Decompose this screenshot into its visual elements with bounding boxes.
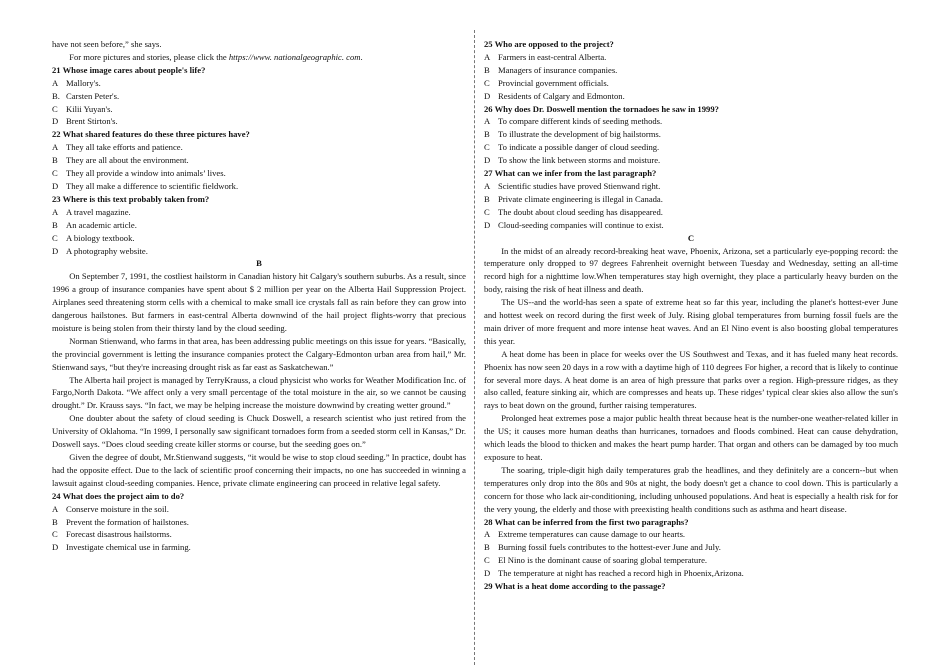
option-24b: B Prevent the formation of hailstones. [52, 516, 189, 527]
option-24d: D Investigate chemical use in farming. [52, 542, 191, 553]
right-column [484, 38, 898, 593]
option-25c: C Provincial government officials. [484, 77, 609, 88]
option-23b: B An academic article. [52, 219, 137, 230]
option-25b: B Managers of insurance companies. [484, 64, 618, 75]
question-23: 23 Where is this text probably taken from? [52, 193, 210, 204]
more-prefix: For more pictures and stories, please click the [69, 51, 229, 62]
option-22d: D They all make a difference to scientific fieldwork. [52, 180, 239, 191]
left-column [52, 38, 466, 554]
option-27c: C The doubt about cloud seeding has disappeared. [484, 206, 663, 217]
intro-tail: have not seen before,” she says. [52, 39, 162, 49]
option-21c: C Kilii Yuyan's. [52, 103, 113, 114]
option-21b: B. Carsten Peter's. [52, 90, 120, 101]
passage-c-paragraph: Prolonged heat extremes pose a major public health threat because heat is the number-one weather-related killer in the US; it causes more human deaths than hurricanes, tornadoes and floods combined. Heat can cause dehydration, which leads the blood to thicken and makes the heart pump harder. That organ and others can be damaged by too much exposure to heat. [484, 413, 898, 462]
option-26a: A To compare different kinds of seeding methods. [484, 116, 663, 127]
option-25d: D Residents of Calgary and Edmonton. [484, 90, 625, 101]
passage-b-paragraph: One doubter about the safety of cloud seeding is Chuck Doswell, a research scientist who just retired from the University of Oklahoma. “In 1999, I personally saw significant tornadoes form from a seeded storm cell in Kansas,” Dr. Doswell says. “Does cloud seeding create killer storms or course, but the seeding goes on.” [52, 413, 466, 450]
option-24c: C Forecast disastrous hailstorms. [52, 529, 172, 540]
option-23c: C A biology textbook. [52, 232, 135, 243]
more-suffix: . [360, 51, 363, 62]
question-24: 24 What does the project aim to do? [52, 490, 185, 501]
option-28c: C El Nino is the dominant cause of soaring global temperature. [484, 555, 708, 566]
passage-c-paragraph: The soaring, triple-digit high daily temperatures grab the headlines, and they definitely are a concern--but when temperatures only drop into the 80s and 90s at night, the body doesn't get a chance to cool down. This is particularly a concern for those who lack air-conditioning, including unhoused populations. And heat is especially a health risk for for the very young, the elderly and those with preexisting health conditions such as asthma and heart disease. [484, 464, 898, 514]
option-26c: C To indicate a possible danger of cloud seeding. [484, 142, 660, 153]
option-26d: D To show the link between storms and moisture. [484, 155, 661, 166]
option-28d: D The temperature at night has reached a record high in Phoenix,Arizona. [484, 568, 744, 579]
option-27b: B Private climate engineering is illegal in Canada. [484, 193, 663, 204]
column-divider [474, 30, 475, 665]
passage-b-paragraph: Norman Stienwand, who farms in that area, has been addressing public meetings on this issue for years. “Basically, the provincial government is letting the insurance companies protect the Calgary-Edmonton urban area from hail,” Mr. Stienwand says, “but they're increasing drought risk as far east as Saskatchewan.” [52, 335, 466, 372]
question-25: 25 Who are opposed to the project? [484, 39, 614, 49]
option-27d: D Cloud-seeding companies will continue to exist. [484, 219, 664, 230]
website-link[interactable]: https://www. nationalgeographic. com [228, 51, 361, 62]
option-26b: B To illustrate the development of big hailstorms. [484, 129, 661, 140]
option-21a: A Mallory's. [52, 77, 101, 88]
option-23d: D A photography website. [52, 245, 148, 256]
option-22a: A They all take efforts and patience. [52, 142, 183, 153]
passage-c-paragraph: In the midst of an already record-breaking heat wave, Phoenix, Arizona, set a particularly eye-popping record: the temperature only dropped to 97 degrees Fahrenheit overnight between Tuesday and Wednesday, setting an all-time record high for a nighttime low.When temperatures stay high overnight, they place a particularly heavy burden on the body, raising the risk of heat illness and death. [484, 245, 898, 295]
option-22c: C They all provide a window into animals’ lives. [52, 168, 226, 179]
passage-b-paragraph: The Alberta hail project is managed by TerryKrauss, a cloud physicist who works for Weather Modification Inc. of Fargo,North Dakota. “We affect only a very small percentage of the total moisture in the air, so we cannot be causing drought.” Dr. Krauss says. “In fact, we may be helping increase the moisture downwind by creating wetter ground.” [52, 374, 466, 411]
question-27: 27 What can we infer from the last paragraph? [484, 168, 657, 179]
option-28b: B Burning fossil fuels contributes to the hottest-ever June and July. [484, 542, 721, 553]
more-pictures-line [52, 51, 466, 64]
option-28a: A Extreme temperatures can cause damage to our hearts. [484, 529, 686, 540]
passage-c-paragraph: A heat dome has been in place for weeks over the US Southwest and Texas, and it has fueled many heat records. Phoenix has now seen 20 days in a row with a daytime high of 110 degrees For higher, a record that is likely to continue for several more days. A heat dome is an area of high pressure that parks over a region. High-pressure ridges, as they also called, feature sinking air, which are compresses and heats up. These ridges’ typical clear skies also allow the sun's rays to beat down on the ground, further raising temperatures. [484, 348, 898, 411]
passage-b-paragraph: Given the degree of doubt, Mr.Stienwand suggests, “it would be wise to stop cloud seeding.” In practice, doubt has had the opposite effect. Due to the lack of scientific proof concerning their impacts, no one has succeeded in winning a lawsuit against cloud-seeding companies. Hence, private climate engineering can proceed in relative legal safety. [52, 452, 466, 488]
option-24a: A Conserve moisture in the soil. [52, 503, 169, 514]
passage-b-paragraph: On September 7, 1991, the costliest hailstorm in Canadian history hit Calgary's southern suburbs. As a result, since 1996 a group of insurance companies have spent about $ 2 million per year on the Alberta Hail Suppression Project. Airplanes seed threatening storm cells with a chemical to make small ice crystals fall as rain before they can grow into dangerous hailstones. But farmers in east-central Alberta downwind of the hail project flights-worry that precious moisture is being stolen from their thirsty land by the cloud seeding. [52, 271, 466, 333]
question-21: 21 Whose image cares about people's life? [52, 64, 206, 75]
question-26: 26 Why does Dr. Doswell mention the tornadoes he saw in 1999? [484, 103, 719, 114]
option-25a: A Farmers in east-central Alberta. [484, 51, 607, 62]
question-22: 22 What shared features do these three pictures have? [52, 129, 250, 140]
option-27a: A Scientific studies have proved Stienwand right. [484, 180, 661, 191]
section-c-heading: C [687, 232, 695, 243]
option-21d: D Brent Stirton's. [52, 116, 118, 127]
option-23a: A A travel magazine. [52, 206, 131, 217]
passage-c-paragraph: The US--and the world-has seen a spate of extreme heat so far this year, including the planet's hottest-ever June and hottest week on record during the first week of July. Rising global temperatures from burning fossil fuels are the main driver of more frequent and more intense heat waves. And an El Nino event is also boosting global temperatures this year. [484, 297, 898, 346]
question-28: 28 What can be inferred from the first two paragraphs? [484, 516, 689, 527]
option-22b: B They are all about the environment. [52, 155, 189, 166]
section-b-heading: B [256, 258, 262, 269]
question-29: 29 What is a heat dome according to the passage? [484, 581, 666, 592]
